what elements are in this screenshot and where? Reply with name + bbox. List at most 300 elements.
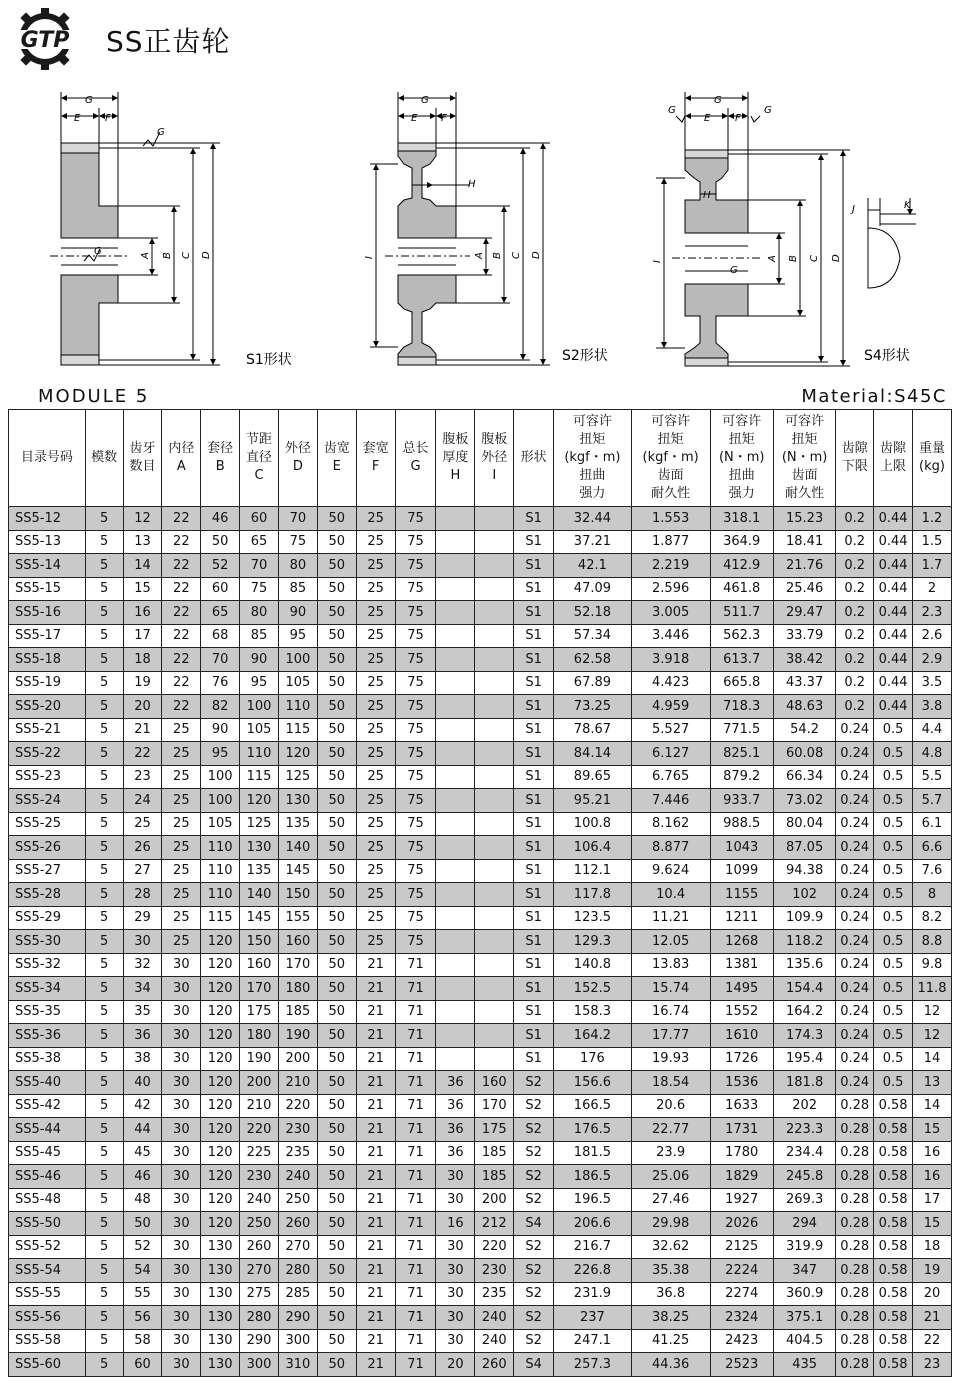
- table-cell: 5: [85, 1259, 123, 1283]
- column-header-line: 厚度: [442, 450, 469, 465]
- table-cell: 42.1: [554, 554, 632, 578]
- svg-text:B: B: [492, 252, 503, 259]
- table-cell: 71: [395, 1047, 436, 1071]
- table-cell: 0.2: [836, 671, 874, 695]
- column-header-line: 扭曲: [728, 468, 755, 483]
- table-cell: 71: [395, 1259, 436, 1283]
- table-cell: 25: [162, 883, 201, 907]
- table-cell: 22: [912, 1329, 951, 1353]
- column-header-line: 总长: [402, 441, 429, 456]
- table-cell: 25: [356, 530, 395, 554]
- table-cell: 0.58: [874, 1165, 913, 1189]
- table-cell: 20: [123, 695, 162, 719]
- table-cell: 76: [201, 671, 240, 695]
- table-cell: 30: [436, 1282, 475, 1306]
- table-cell: 55: [123, 1282, 162, 1306]
- table-cell: 18.54: [631, 1071, 710, 1095]
- table-cell: 2: [912, 577, 951, 601]
- table-cell: 1829: [710, 1165, 773, 1189]
- table-cell: 2.596: [631, 577, 710, 601]
- table-cell: 48.63: [773, 695, 835, 719]
- table-cell: 50: [317, 1329, 356, 1353]
- table-cell: 0.24: [836, 1000, 874, 1024]
- table-cell: 5: [85, 742, 123, 766]
- table-cell: 196.5: [554, 1188, 632, 1212]
- catalog-code-cell: SS5-38: [9, 1047, 86, 1071]
- table-cell: 2.6: [912, 624, 951, 648]
- table-cell: 16: [912, 1141, 951, 1165]
- catalog-code-cell: SS5-42: [9, 1094, 86, 1118]
- table-cell: 38: [123, 1047, 162, 1071]
- column-header-line: 可容许: [785, 414, 825, 429]
- s1-drawing: [50, 92, 220, 365]
- table-cell: 461.8: [710, 577, 773, 601]
- table-cell: [475, 977, 514, 1001]
- table-cell: 30: [162, 1047, 201, 1071]
- table-cell: [475, 765, 514, 789]
- table-row: [9, 718, 952, 742]
- table-cell: [436, 530, 475, 554]
- table-cell: 0.58: [874, 1212, 913, 1236]
- catalog-code-cell: SS5-13: [9, 530, 86, 554]
- table-cell: 3.446: [631, 624, 710, 648]
- table-cell: 30: [162, 1000, 201, 1024]
- table-cell: 347: [773, 1259, 835, 1283]
- table-cell: 18: [912, 1235, 951, 1259]
- table-cell: 135: [278, 812, 317, 836]
- column-header: [201, 410, 240, 507]
- table-cell: 10.4: [631, 883, 710, 907]
- table-cell: [436, 671, 475, 695]
- table-cell: S1: [514, 648, 554, 672]
- table-cell: [475, 695, 514, 719]
- table-cell: 5: [85, 507, 123, 531]
- table-cell: 0.24: [836, 836, 874, 860]
- table-cell: S1: [514, 718, 554, 742]
- table-cell: 30: [162, 1353, 201, 1377]
- column-header-line: 扭矩: [728, 432, 755, 447]
- table-cell: 129.3: [554, 930, 632, 954]
- table-cell: 30: [162, 1306, 201, 1330]
- table-cell: 1.553: [631, 507, 710, 531]
- table-cell: 29: [123, 906, 162, 930]
- table-cell: 84.14: [554, 742, 632, 766]
- table-cell: 186.5: [554, 1165, 632, 1189]
- table-cell: [475, 507, 514, 531]
- table-cell: 50: [317, 789, 356, 813]
- table-cell: S1: [514, 906, 554, 930]
- table-cell: 0.44: [874, 648, 913, 672]
- table-cell: 290: [278, 1306, 317, 1330]
- table-cell: 16: [436, 1212, 475, 1236]
- table-cell: 613.7: [710, 648, 773, 672]
- table-cell: 50: [317, 812, 356, 836]
- table-cell: 30: [123, 930, 162, 954]
- catalog-code-cell: SS5-29: [9, 906, 86, 930]
- table-cell: 0.5: [874, 1000, 913, 1024]
- table-cell: 4.4: [912, 718, 951, 742]
- table-cell: S2: [514, 1165, 554, 1189]
- column-header-line: 可容许: [572, 414, 612, 429]
- table-cell: 1381: [710, 953, 773, 977]
- table-cell: 100: [201, 765, 240, 789]
- table-cell: 0.5: [874, 930, 913, 954]
- table-cell: 0.5: [874, 1024, 913, 1048]
- table-row: [9, 1000, 952, 1024]
- column-header-line: 形状: [520, 450, 547, 465]
- table-cell: 115: [201, 906, 240, 930]
- table-cell: 33.79: [773, 624, 835, 648]
- table-cell: 50: [317, 695, 356, 719]
- table-cell: [436, 601, 475, 625]
- table-cell: 0.24: [836, 789, 874, 813]
- table-cell: 130: [278, 789, 317, 813]
- table-cell: 21: [356, 1165, 395, 1189]
- table-cell: 220: [278, 1094, 317, 1118]
- column-header-line: D: [292, 459, 303, 474]
- table-cell: 1211: [710, 906, 773, 930]
- table-cell: S1: [514, 624, 554, 648]
- table-cell: 27.46: [631, 1188, 710, 1212]
- table-cell: 50: [317, 742, 356, 766]
- table-cell: [475, 859, 514, 883]
- table-cell: 25: [356, 930, 395, 954]
- table-cell: 771.5: [710, 718, 773, 742]
- table-cell: 0.24: [836, 953, 874, 977]
- column-header-line: 直径: [246, 450, 273, 465]
- table-cell: 22: [162, 507, 201, 531]
- table-cell: 5: [85, 1235, 123, 1259]
- table-cell: S2: [514, 1306, 554, 1330]
- table-cell: 21: [356, 1071, 395, 1095]
- catalog-code-cell: SS5-24: [9, 789, 86, 813]
- table-cell: S1: [514, 1000, 554, 1024]
- table-cell: 250: [240, 1212, 279, 1236]
- table-cell: 25: [356, 906, 395, 930]
- column-header-line: F: [371, 459, 380, 474]
- svg-text:G: G: [714, 95, 722, 106]
- table-cell: 412.9: [710, 554, 773, 578]
- table-cell: 6.6: [912, 836, 951, 860]
- table-cell: 0.2: [836, 648, 874, 672]
- table-cell: 0.5: [874, 906, 913, 930]
- table-cell: 71: [395, 1235, 436, 1259]
- table-cell: 210: [278, 1071, 317, 1095]
- table-row: [9, 507, 952, 531]
- table-cell: 230: [240, 1165, 279, 1189]
- table-cell: 36: [436, 1094, 475, 1118]
- table-cell: 260: [278, 1212, 317, 1236]
- table-cell: 25: [356, 859, 395, 883]
- svg-text:F: F: [735, 113, 741, 124]
- table-cell: S1: [514, 554, 554, 578]
- table-cell: 160: [278, 930, 317, 954]
- table-cell: 50: [317, 671, 356, 695]
- table-cell: 5: [85, 883, 123, 907]
- table-cell: 57.34: [554, 624, 632, 648]
- table-cell: 5.527: [631, 718, 710, 742]
- table-cell: 95: [201, 742, 240, 766]
- catalog-code-cell: SS5-23: [9, 765, 86, 789]
- table-cell: 130: [201, 1353, 240, 1377]
- table-cell: 0.28: [836, 1118, 874, 1142]
- table-cell: S4: [514, 1353, 554, 1377]
- table-cell: S2: [514, 1141, 554, 1165]
- table-cell: S2: [514, 1259, 554, 1283]
- table-cell: 68: [201, 624, 240, 648]
- table-cell: [475, 577, 514, 601]
- table-cell: 85: [240, 624, 279, 648]
- table-cell: 50: [317, 1188, 356, 1212]
- table-cell: 25: [356, 507, 395, 531]
- s2-label: S2形状: [562, 348, 608, 364]
- table-cell: [475, 742, 514, 766]
- table-cell: 75: [395, 812, 436, 836]
- s2-drawing: [370, 92, 550, 365]
- table-cell: 120: [201, 1047, 240, 1071]
- table-cell: 1.2: [912, 507, 951, 531]
- table-cell: 50: [123, 1212, 162, 1236]
- table-cell: 75: [395, 930, 436, 954]
- table-cell: 12.05: [631, 930, 710, 954]
- table-cell: 65: [240, 530, 279, 554]
- table-cell: 6.765: [631, 765, 710, 789]
- table-cell: 1610: [710, 1024, 773, 1048]
- table-cell: 32.62: [631, 1235, 710, 1259]
- table-cell: 21: [356, 953, 395, 977]
- table-cell: 0.44: [874, 530, 913, 554]
- table-cell: 22: [162, 530, 201, 554]
- table-body: [9, 507, 952, 1377]
- table-cell: 0.24: [836, 1071, 874, 1095]
- table-cell: 22: [162, 577, 201, 601]
- column-header: [436, 410, 475, 507]
- column-header-line: B: [215, 459, 225, 474]
- table-cell: S1: [514, 812, 554, 836]
- table-cell: 50: [317, 883, 356, 907]
- table-cell: 106.4: [554, 836, 632, 860]
- table-cell: 13.83: [631, 953, 710, 977]
- table-cell: 2.3: [912, 601, 951, 625]
- table-cell: 5: [85, 554, 123, 578]
- table-row: [9, 648, 952, 672]
- table-cell: 120: [201, 1000, 240, 1024]
- catalog-code-cell: SS5-14: [9, 554, 86, 578]
- table-cell: 14: [123, 554, 162, 578]
- table-cell: 120: [201, 1094, 240, 1118]
- table-cell: 30: [436, 1188, 475, 1212]
- table-cell: 0.44: [874, 554, 913, 578]
- table-cell: 112.1: [554, 859, 632, 883]
- table-cell: 5: [85, 624, 123, 648]
- table-cell: 25: [162, 859, 201, 883]
- table-cell: 50: [317, 1024, 356, 1048]
- table-cell: 90: [278, 601, 317, 625]
- table-cell: 36: [436, 1118, 475, 1142]
- table-cell: 2274: [710, 1282, 773, 1306]
- table-cell: 50: [201, 530, 240, 554]
- table-cell: 0.44: [874, 601, 913, 625]
- table-cell: [475, 624, 514, 648]
- table-cell: 21: [356, 977, 395, 1001]
- table-cell: 5: [85, 789, 123, 813]
- table-cell: 0.58: [874, 1188, 913, 1212]
- table-cell: [436, 859, 475, 883]
- table-cell: 20.6: [631, 1094, 710, 1118]
- table-cell: 235: [278, 1141, 317, 1165]
- table-cell: 11.21: [631, 906, 710, 930]
- column-header: [317, 410, 356, 507]
- table-cell: 290: [240, 1329, 279, 1353]
- table-cell: 35.38: [631, 1259, 710, 1283]
- table-cell: 1.877: [631, 530, 710, 554]
- table-cell: 6.127: [631, 742, 710, 766]
- table-cell: 90: [201, 718, 240, 742]
- table-cell: 13: [123, 530, 162, 554]
- table-cell: 120: [201, 930, 240, 954]
- table-cell: 2224: [710, 1259, 773, 1283]
- table-cell: 54.2: [773, 718, 835, 742]
- table-cell: 7.446: [631, 789, 710, 813]
- table-cell: 16: [912, 1165, 951, 1189]
- table-cell: 80.04: [773, 812, 835, 836]
- table-cell: 175: [240, 1000, 279, 1024]
- table-cell: 52: [123, 1235, 162, 1259]
- table-cell: S1: [514, 1024, 554, 1048]
- table-cell: [436, 577, 475, 601]
- table-cell: 25: [356, 789, 395, 813]
- table-cell: 75: [395, 624, 436, 648]
- table-cell: 100: [240, 695, 279, 719]
- table-cell: 0.24: [836, 718, 874, 742]
- table-cell: [436, 742, 475, 766]
- table-cell: 30: [162, 1235, 201, 1259]
- table-cell: 48: [123, 1188, 162, 1212]
- table-cell: 158.3: [554, 1000, 632, 1024]
- table-cell: 12: [912, 1024, 951, 1048]
- table-cell: 164.2: [554, 1024, 632, 1048]
- table-cell: 665.8: [710, 671, 773, 695]
- table-cell: 1.7: [912, 554, 951, 578]
- table-cell: 5: [85, 648, 123, 672]
- table-row: [9, 836, 952, 860]
- table-cell: 75: [395, 883, 436, 907]
- table-cell: 105: [278, 671, 317, 695]
- table-cell: 50: [317, 859, 356, 883]
- table-cell: 5: [85, 695, 123, 719]
- table-row: [9, 906, 952, 930]
- column-header-line: 腹板: [481, 432, 508, 447]
- table-cell: 300: [240, 1353, 279, 1377]
- table-cell: 110: [201, 836, 240, 860]
- table-row: [9, 953, 952, 977]
- catalog-code-cell: SS5-44: [9, 1118, 86, 1142]
- table-cell: 0.28: [836, 1259, 874, 1283]
- table-cell: 0.24: [836, 1024, 874, 1048]
- table-cell: 30: [162, 1094, 201, 1118]
- table-cell: 110: [278, 695, 317, 719]
- table-cell: 160: [240, 953, 279, 977]
- svg-text:K: K: [904, 200, 911, 211]
- table-cell: 3.8: [912, 695, 951, 719]
- table-cell: 60: [240, 507, 279, 531]
- table-cell: [436, 953, 475, 977]
- table-cell: 40: [123, 1071, 162, 1095]
- svg-text:G: G: [157, 127, 165, 138]
- table-cell: 30: [162, 1118, 201, 1142]
- table-cell: 21: [356, 1047, 395, 1071]
- table-cell: 21: [356, 1212, 395, 1236]
- table-cell: 75: [395, 648, 436, 672]
- column-header: [874, 410, 913, 507]
- svg-text:H: H: [468, 179, 476, 190]
- table-cell: 24: [123, 789, 162, 813]
- table-cell: 71: [395, 953, 436, 977]
- table-cell: 260: [240, 1235, 279, 1259]
- table-cell: 145: [240, 906, 279, 930]
- table-cell: 50: [317, 1235, 356, 1259]
- material-label: Material:S45C: [801, 386, 947, 407]
- table-cell: 19: [912, 1259, 951, 1283]
- column-header: [240, 410, 279, 507]
- table-cell: 73.25: [554, 695, 632, 719]
- table-cell: [436, 812, 475, 836]
- table-cell: 30: [436, 1306, 475, 1330]
- table-cell: S1: [514, 977, 554, 1001]
- table-cell: [475, 530, 514, 554]
- svg-text:G: G: [94, 246, 102, 257]
- table-cell: 176: [554, 1047, 632, 1071]
- table-cell: 1536: [710, 1071, 773, 1095]
- table-cell: 5: [85, 930, 123, 954]
- catalog-code-cell: SS5-27: [9, 859, 86, 883]
- table-cell: 125: [240, 812, 279, 836]
- table-cell: 120: [201, 1165, 240, 1189]
- catalog-code-cell: SS5-40: [9, 1071, 86, 1095]
- table-cell: [475, 601, 514, 625]
- table-cell: 21: [356, 1306, 395, 1330]
- column-header-line: 上限: [880, 459, 907, 474]
- table-row: [9, 1329, 952, 1353]
- table-cell: 0.58: [874, 1353, 913, 1377]
- table-cell: 71: [395, 1282, 436, 1306]
- column-header: [836, 410, 874, 507]
- table-cell: 21.76: [773, 554, 835, 578]
- table-cell: 0.2: [836, 507, 874, 531]
- column-header-line: 腹板: [442, 432, 469, 447]
- table-cell: 212: [475, 1212, 514, 1236]
- table-cell: 2.219: [631, 554, 710, 578]
- table-cell: 21: [356, 1000, 395, 1024]
- table-cell: 30: [162, 1282, 201, 1306]
- table-cell: 0.58: [874, 1306, 913, 1330]
- table-cell: 75: [395, 671, 436, 695]
- table-cell: 50: [317, 601, 356, 625]
- svg-text:C: C: [809, 255, 820, 262]
- table-row: [9, 1353, 952, 1377]
- column-header-line: G: [410, 459, 421, 474]
- table-cell: 15: [912, 1212, 951, 1236]
- table-cell: 25: [162, 765, 201, 789]
- table-cell: 130: [201, 1259, 240, 1283]
- table-row: [9, 1094, 952, 1118]
- table-cell: [436, 977, 475, 1001]
- catalog-code-cell: SS5-16: [9, 601, 86, 625]
- table-cell: 0.5: [874, 836, 913, 860]
- table-cell: 71: [395, 1000, 436, 1024]
- table-cell: 9.624: [631, 859, 710, 883]
- table-cell: 21: [356, 1094, 395, 1118]
